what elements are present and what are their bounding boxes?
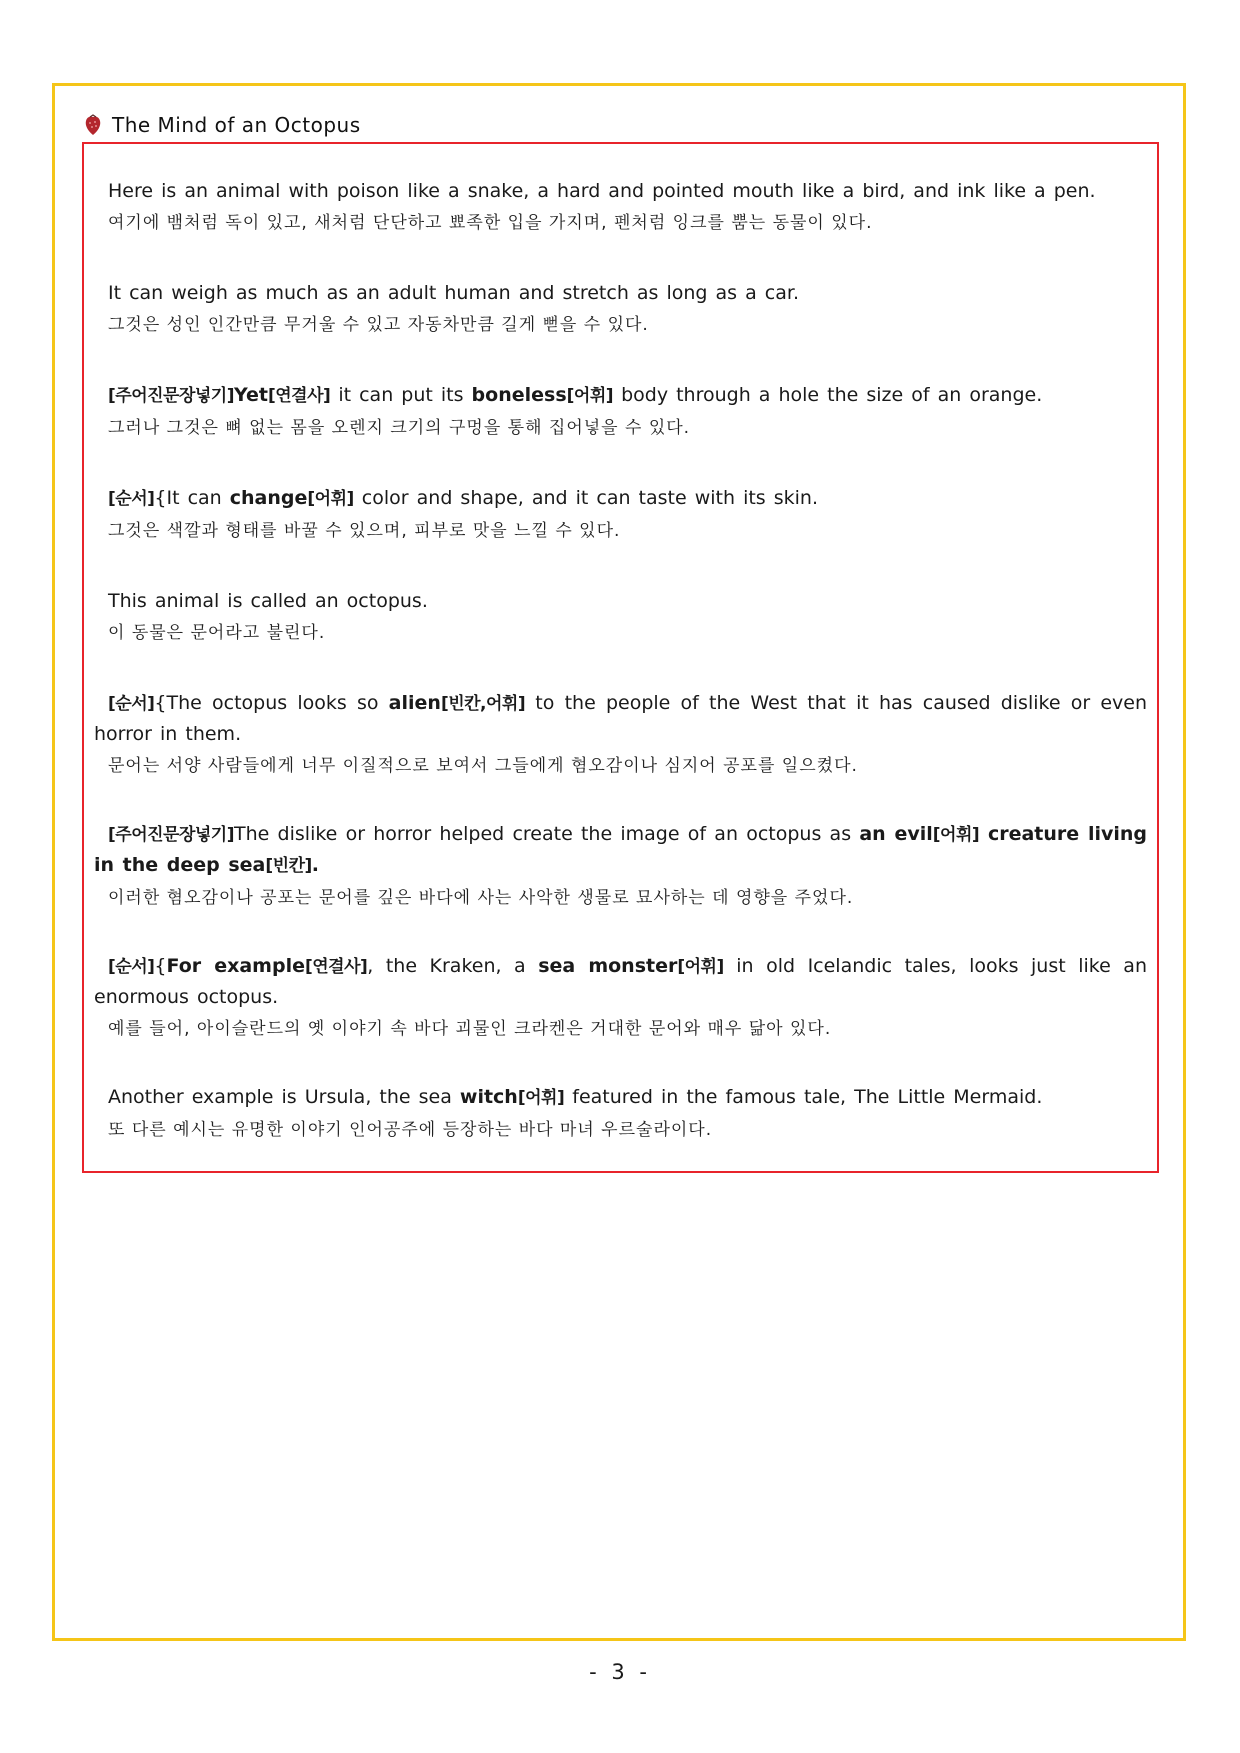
keyword: Yet <box>234 384 268 406</box>
english-sentence <box>94 278 1147 308</box>
korean-translation: 그러나 그것은 뼈 없는 몸을 오렌지 크기의 구멍을 통해 집어넣을 수 있다. <box>108 418 691 438</box>
sentence-pair <box>94 688 1147 779</box>
question-type-tag: [순서] <box>108 489 155 509</box>
english-sentence <box>94 951 1147 1012</box>
keyword: boneless <box>471 384 567 406</box>
keyword: alien <box>388 692 441 714</box>
strawberry-bullet-icon <box>84 114 102 136</box>
keyword: change <box>229 487 308 509</box>
sentence-pair <box>94 1082 1147 1143</box>
english-sentence <box>94 688 1147 749</box>
english-sentence <box>94 380 1147 411</box>
keyword: creature living in the deep sea <box>94 823 1147 876</box>
sentence-pair <box>94 380 1147 441</box>
korean-translation: 그것은 색깔과 형태를 바꿀 수 있으며, 피부로 맛을 느낄 수 있다. <box>108 521 621 541</box>
question-type-tag: [어휘] <box>677 957 724 977</box>
question-type-tag: [빈칸] <box>265 856 312 876</box>
page-number: - 3 - <box>589 1660 651 1684</box>
keyword: . <box>311 854 319 876</box>
text-segment: , the Kraken, a <box>367 955 539 977</box>
english-sentence <box>94 176 1147 206</box>
sentence-pair <box>94 951 1147 1042</box>
question-type-tag: [어휘] <box>517 1088 565 1108</box>
question-type-tag: [어휘] <box>566 386 614 406</box>
question-type-tag: [주어진문장넣기] <box>108 825 234 845</box>
text-segment: The dislike or horror helped create the image of an octopus as <box>234 823 860 845</box>
korean-translation: 여기에 뱀처럼 독이 있고, 새처럼 단단하고 뾰족한 입을 가지며, 펜처럼 잉크를 뿜는 동물이 있다. <box>108 213 873 233</box>
question-type-tag: [순서] <box>108 694 155 714</box>
passage-box <box>82 142 1159 1173</box>
question-type-tag: [순서] <box>108 957 155 977</box>
korean-translation: 예를 들어, 아이슬란드의 옛 이야기 속 바다 괴물인 크라켄은 거대한 문어와 매우 닮아 있다. <box>108 1019 832 1039</box>
text-segment: in old Icelandic tales, looks just like an enormous octopus. <box>94 955 1147 1008</box>
question-type-tag: [주어진문장넣기] <box>108 386 234 406</box>
sentence-pair <box>94 483 1147 544</box>
question-type-tag: [어휘] <box>932 825 980 845</box>
keyword: For example <box>166 955 305 977</box>
english-sentence <box>94 1082 1147 1113</box>
text-segment: Here is an animal with poison like a snake, a hard and pointed mouth like a bird, and ink like a pen. <box>108 180 1096 202</box>
text-segment: body through a hole the size of an orange. <box>613 384 1043 406</box>
text-segment: featured in the famous tale, The Little Mermaid. <box>564 1086 1043 1108</box>
keyword: an evil <box>859 823 933 845</box>
english-sentence <box>94 483 1147 514</box>
text-segment: {It can <box>154 487 230 509</box>
question-type-tag: [연결사] <box>267 386 331 406</box>
korean-translation: 또 다른 예시는 유명한 이야기 인어공주에 등장하는 바다 마녀 우르술라이다. <box>108 1120 713 1140</box>
sentence-pair <box>94 586 1147 646</box>
question-type-tag: [빈칸,어휘] <box>440 694 526 714</box>
text-segment: to the people of the West that it has caused dislike or even horror in them. <box>94 692 1148 745</box>
question-type-tag: [어휘] <box>307 489 354 509</box>
text-segment: It can weigh as much as an adult human and stretch as long as a car. <box>108 282 799 304</box>
text-segment: color and shape, and it can taste with its skin. <box>353 487 819 509</box>
document-header <box>84 111 361 139</box>
question-type-tag: [연결사] <box>304 957 368 977</box>
text-segment: {The octopus looks so <box>154 692 389 714</box>
english-sentence <box>94 586 1147 616</box>
text-segment: { <box>154 955 167 977</box>
text-segment: it can put its <box>330 384 472 406</box>
text-segment: Another example is Ursula, the sea <box>108 1086 460 1108</box>
text-segment: This animal is called an octopus. <box>108 590 428 612</box>
sentence-pair <box>94 278 1147 338</box>
keyword: witch <box>459 1086 518 1108</box>
document-title: The Mind of an Octopus <box>112 113 361 137</box>
korean-translation: 이러한 혐오감이나 공포는 문어를 깊은 바다에 사는 사악한 생물로 묘사하는 데 영향을 주었다. <box>108 888 854 908</box>
sentence-pair <box>94 176 1147 236</box>
korean-translation: 문어는 서양 사람들에게 너무 이질적으로 보여서 그들에게 혐오감이나 심지어 공포를 일으켰다. <box>108 756 858 776</box>
korean-translation: 이 동물은 문어라고 불린다. <box>108 623 326 643</box>
keyword: sea monster <box>538 955 678 977</box>
korean-translation: 그것은 성인 인간만큼 무거울 수 있고 자동차만큼 길게 뻗을 수 있다. <box>108 315 649 335</box>
sentence-pair <box>94 819 1147 911</box>
english-sentence <box>94 819 1147 881</box>
